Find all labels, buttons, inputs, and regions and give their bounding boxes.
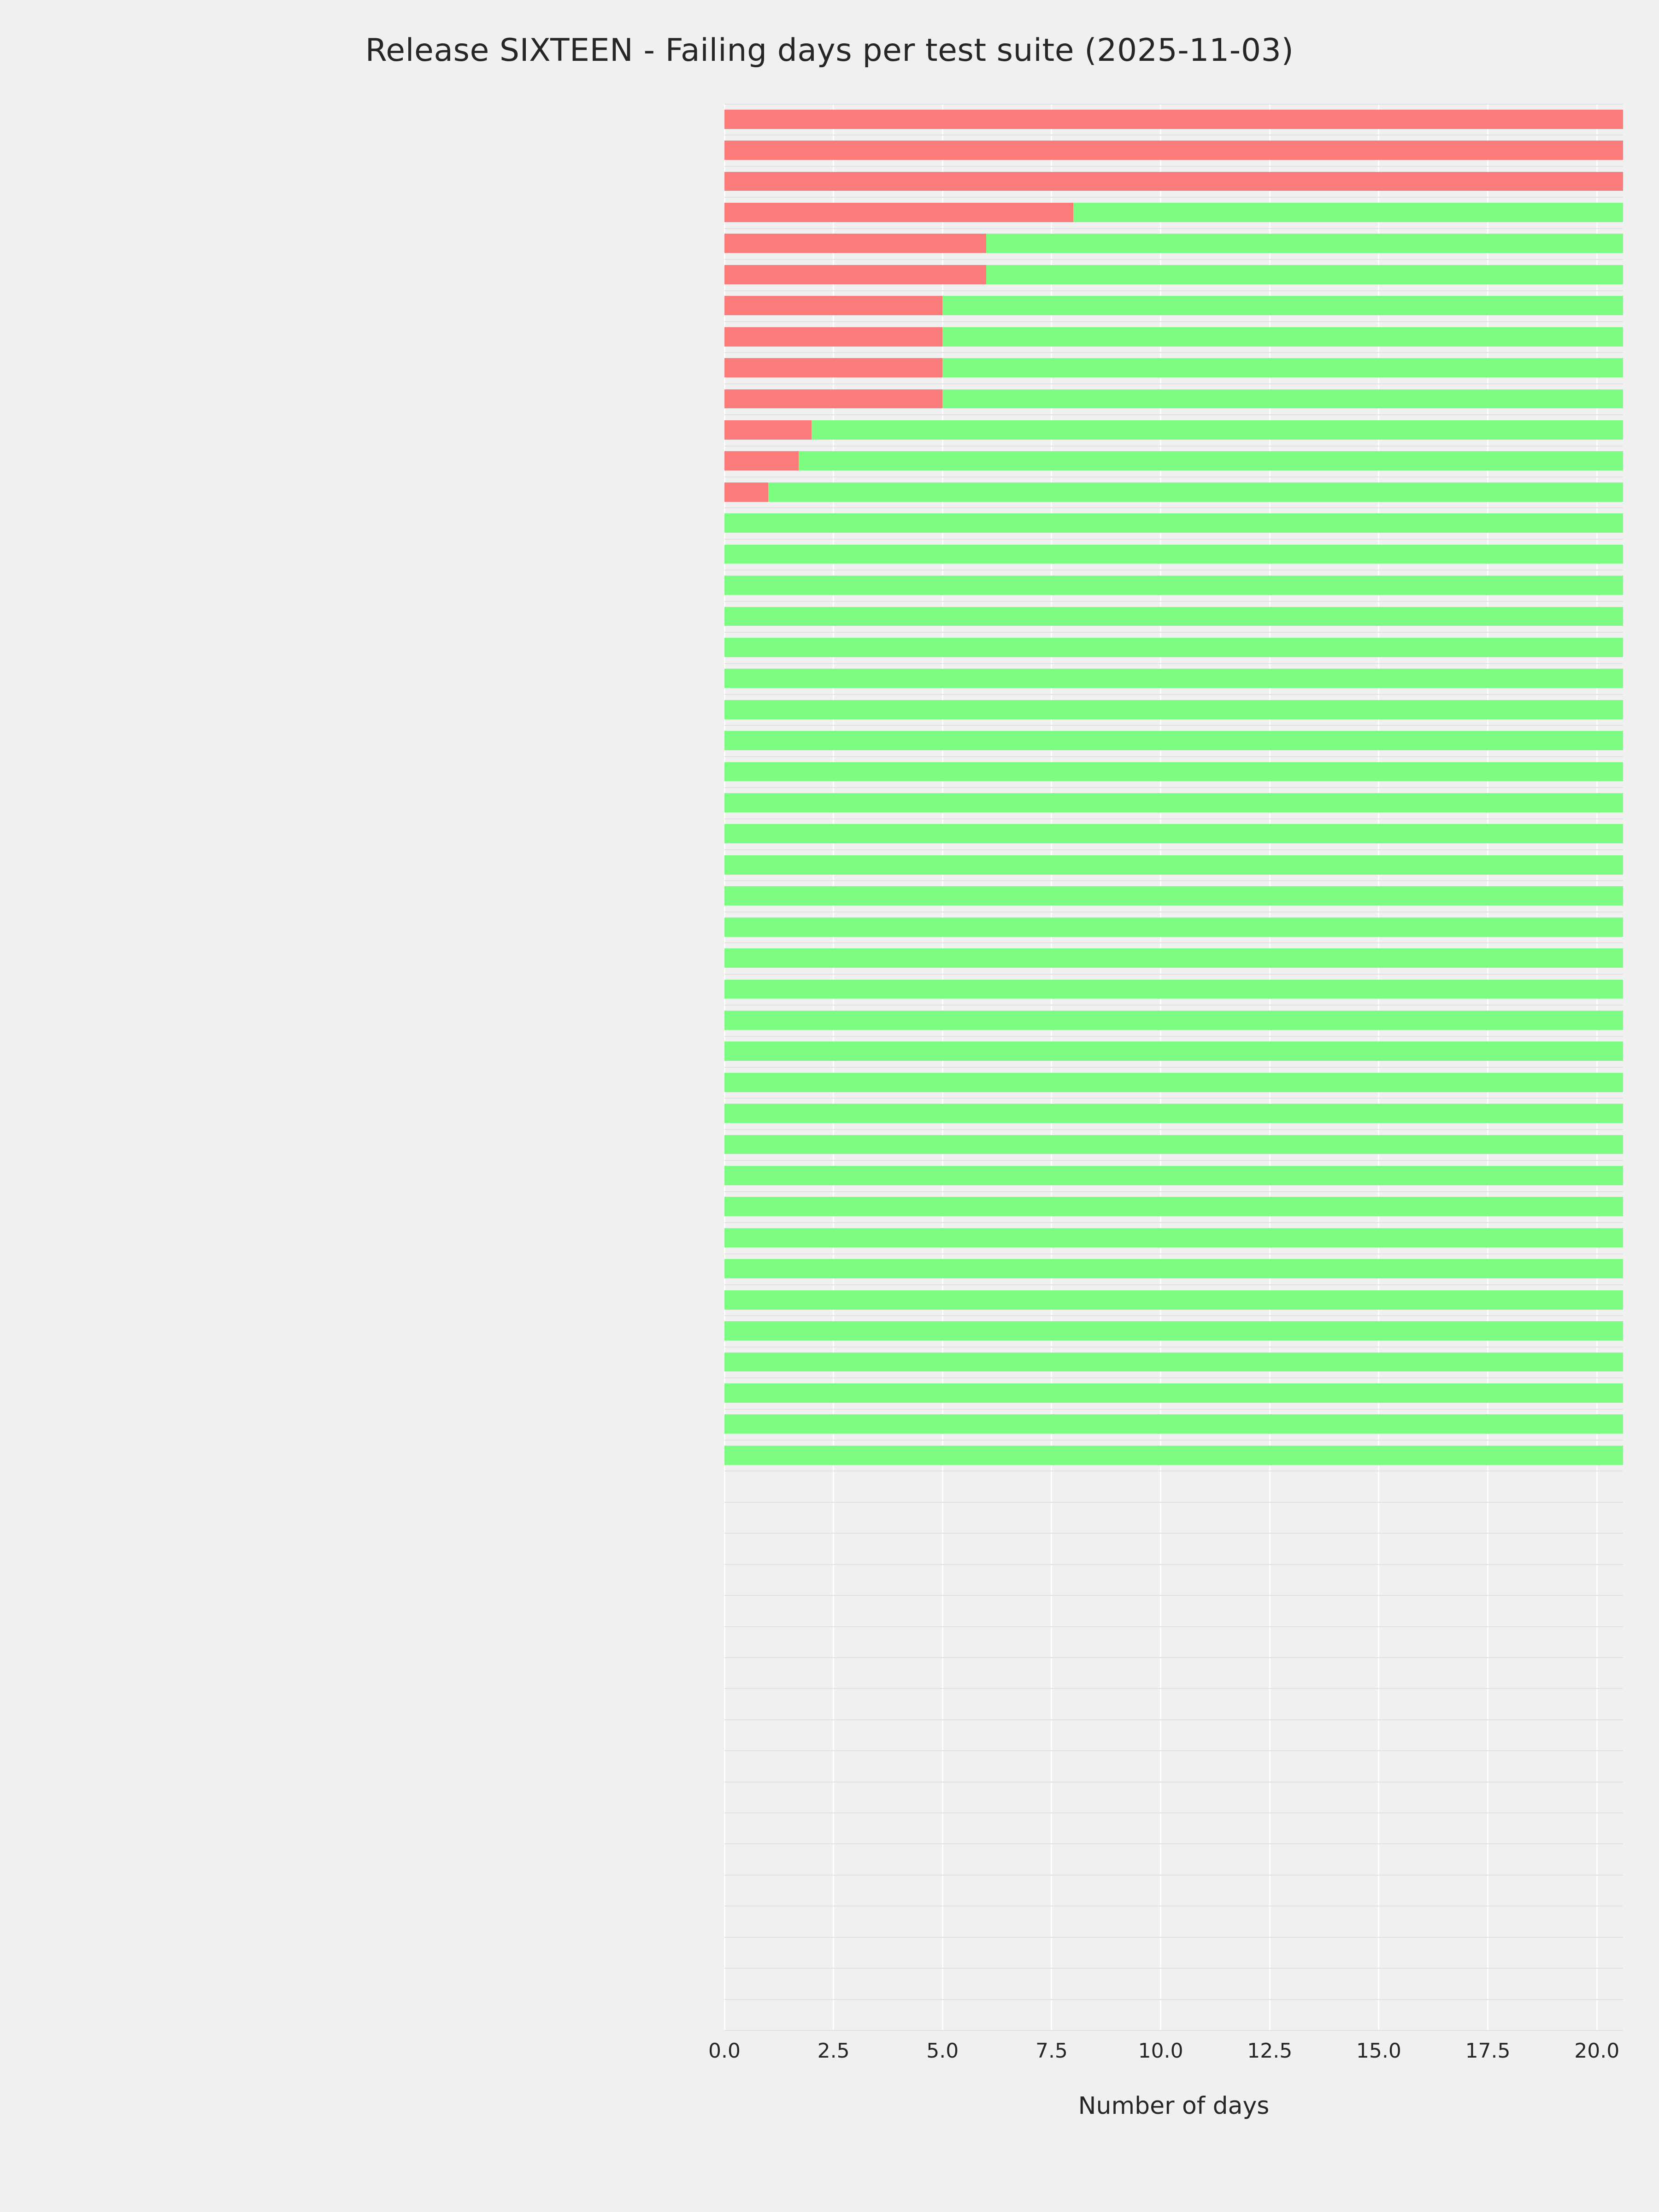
x-tick-label: 5.0: [926, 2039, 959, 2063]
x-tick-label: 20.0: [1574, 2039, 1620, 2063]
gridline-horizontal: [724, 1564, 1623, 1565]
bar-row: [724, 948, 1623, 968]
bar-segment-pass: [724, 1228, 1623, 1247]
bar-segment-pass: [724, 793, 1623, 812]
bar-segment-fail: [724, 234, 986, 253]
bar-segment-pass: [724, 762, 1623, 782]
bar-row: [724, 1383, 1623, 1403]
bar-segment-pass: [724, 731, 1623, 750]
gridline-horizontal: [724, 1782, 1623, 1783]
gridline-horizontal: [724, 1409, 1623, 1410]
bar-segment-pass: [724, 513, 1623, 533]
gridline-horizontal: [724, 1657, 1623, 1658]
gridline-horizontal: [724, 1937, 1623, 1938]
bar-segment-fail: [724, 451, 799, 471]
gridline-horizontal: [724, 1812, 1623, 1813]
gridline-horizontal: [724, 1502, 1623, 1503]
gridline-horizontal: [724, 321, 1623, 322]
bar-row: [724, 1166, 1623, 1185]
bar-segment-fail: [724, 203, 1073, 222]
bar-row: [724, 731, 1623, 750]
bar-segment-pass: [724, 669, 1623, 688]
bar-row: [724, 1011, 1623, 1030]
gridline-horizontal: [724, 1968, 1623, 1969]
bar-row: [724, 1321, 1623, 1341]
gridline-horizontal: [724, 1253, 1623, 1254]
bar-row: [724, 203, 1623, 222]
bar-segment-pass: [724, 1041, 1623, 1061]
chart-title: Release SIXTEEN - Failing days per test suite (2025-11-03): [365, 32, 1294, 69]
gridline-horizontal: [724, 1440, 1623, 1441]
gridline-horizontal: [724, 1129, 1623, 1130]
gridline-horizontal: [724, 1999, 1623, 2000]
bar-segment-pass: [724, 1259, 1623, 1278]
bar-row: [724, 1197, 1623, 1216]
x-tick-label: 2.5: [817, 2039, 850, 2063]
plot-area: [724, 104, 1623, 2030]
bar-row: [724, 886, 1623, 906]
gridline-horizontal: [724, 1626, 1623, 1627]
gridline-horizontal: [724, 756, 1623, 757]
bar-segment-fail: [724, 296, 942, 315]
gridline-horizontal: [724, 570, 1623, 571]
bar-segment-pass: [724, 855, 1623, 875]
bar-row: [724, 172, 1623, 191]
gridline-horizontal: [724, 1191, 1623, 1192]
bar-segment-pass: [724, 607, 1623, 626]
bar-row: [724, 607, 1623, 626]
gridline-horizontal: [724, 1688, 1623, 1689]
gridline-horizontal: [724, 1284, 1623, 1285]
bar-segment-fail: [724, 110, 1623, 129]
bar-row: [724, 327, 1623, 347]
gridline-horizontal: [724, 1875, 1623, 1876]
bar-segment-pass: [724, 824, 1623, 843]
gridline-horizontal: [724, 1533, 1623, 1534]
bar-row: [724, 576, 1623, 595]
bar-row: [724, 296, 1623, 315]
gridline-horizontal: [724, 1067, 1623, 1068]
bar-row: [724, 918, 1623, 937]
bar-segment-pass: [724, 451, 1623, 471]
bar-row: [724, 700, 1623, 719]
gridline-horizontal: [724, 259, 1623, 260]
gridline-horizontal: [724, 383, 1623, 384]
bar-segment-pass: [724, 1383, 1623, 1403]
bar-row: [724, 1446, 1623, 1465]
x-tick-label: 17.5: [1465, 2039, 1511, 2063]
gridline-horizontal: [724, 601, 1623, 602]
bar-row: [724, 980, 1623, 999]
bar-row: [724, 234, 1623, 253]
bar-row: [724, 638, 1623, 657]
bar-segment-pass: [724, 1446, 1623, 1465]
bar-row: [724, 855, 1623, 875]
bar-row: [724, 265, 1623, 284]
bar-row: [724, 358, 1623, 377]
bar-segment-pass: [724, 1166, 1623, 1185]
x-tick-label: 10.0: [1138, 2039, 1183, 2063]
bar-row: [724, 1228, 1623, 1247]
bar-segment-pass: [724, 1011, 1623, 1030]
bar-row: [724, 482, 1623, 502]
gridline-horizontal: [724, 352, 1623, 353]
bar-segment-fail: [724, 420, 812, 440]
bar-segment-pass: [724, 576, 1623, 595]
bar-segment-pass: [724, 1414, 1623, 1434]
bar-row: [724, 545, 1623, 564]
bar-segment-fail: [724, 265, 986, 284]
gridline-horizontal: [724, 446, 1623, 447]
bar-segment-pass: [724, 1104, 1623, 1123]
gridline-horizontal: [724, 1222, 1623, 1223]
bar-row: [724, 420, 1623, 440]
x-tick-label: 7.5: [1035, 2039, 1068, 2063]
bar-segment-pass: [724, 420, 1623, 440]
bar-row: [724, 1353, 1623, 1372]
gridline-horizontal: [724, 539, 1623, 540]
bar-segment-pass: [724, 918, 1623, 937]
bar-row: [724, 1041, 1623, 1061]
bar-row: [724, 669, 1623, 688]
gridline-horizontal: [724, 632, 1623, 633]
x-tick-label: 15.0: [1356, 2039, 1401, 2063]
gridline-horizontal: [724, 1750, 1623, 1751]
bar-segment-pass: [724, 1321, 1623, 1341]
gridline-horizontal: [724, 104, 1623, 105]
gridline-horizontal: [724, 1036, 1623, 1037]
bar-row: [724, 1073, 1623, 1092]
gridline-horizontal: [724, 414, 1623, 415]
gridline-horizontal: [724, 880, 1623, 881]
gridline-horizontal: [724, 787, 1623, 788]
bar-segment-pass: [724, 980, 1623, 999]
bar-segment-pass: [724, 638, 1623, 657]
bar-segment-pass: [724, 886, 1623, 906]
bar-segment-fail: [724, 389, 942, 409]
bar-segment-pass: [724, 948, 1623, 968]
bar-row: [724, 1259, 1623, 1278]
x-tick-label: 0.0: [708, 2039, 741, 2063]
gridline-horizontal: [724, 1595, 1623, 1596]
gridline-horizontal: [724, 290, 1623, 291]
bar-segment-pass: [724, 482, 1623, 502]
gridline-horizontal: [724, 694, 1623, 695]
gridline-horizontal: [724, 725, 1623, 726]
gridline-horizontal: [724, 1719, 1623, 1720]
bar-row: [724, 824, 1623, 843]
bar-row: [724, 513, 1623, 533]
bar-segment-fail: [724, 172, 1623, 191]
bar-segment-pass: [724, 545, 1623, 564]
bar-segment-pass: [724, 1290, 1623, 1310]
bar-row: [724, 1135, 1623, 1154]
gridline-horizontal: [724, 942, 1623, 943]
bar-row: [724, 451, 1623, 471]
gridline-horizontal: [724, 1005, 1623, 1006]
bar-row: [724, 1290, 1623, 1310]
bar-row: [724, 1104, 1623, 1123]
x-axis-label: Number of days: [1078, 2092, 1270, 2120]
bar-segment-fail: [724, 358, 942, 377]
gridline-horizontal: [724, 166, 1623, 167]
bar-row: [724, 1414, 1623, 1434]
bar-row: [724, 793, 1623, 812]
gridline-horizontal: [724, 974, 1623, 975]
gridline-horizontal: [724, 507, 1623, 508]
gridline-horizontal: [724, 849, 1623, 850]
gridline-horizontal: [724, 1098, 1623, 1099]
bar-row: [724, 141, 1623, 160]
gridline-horizontal: [724, 228, 1623, 229]
gridline-horizontal: [724, 1160, 1623, 1161]
gridline-horizontal: [724, 2030, 1623, 2031]
bar-row: [724, 110, 1623, 129]
gridline-horizontal: [724, 1315, 1623, 1316]
gridline-horizontal: [724, 818, 1623, 819]
bar-segment-pass: [724, 1073, 1623, 1092]
bar-segment-pass: [724, 700, 1623, 719]
bar-segment-pass: [724, 1135, 1623, 1154]
bar-segment-fail: [724, 482, 768, 502]
bar-row: [724, 762, 1623, 782]
bar-segment-pass: [724, 1353, 1623, 1372]
gridline-horizontal: [724, 663, 1623, 664]
gridline-horizontal: [724, 197, 1623, 198]
bar-row: [724, 389, 1623, 409]
gridline-horizontal: [724, 1377, 1623, 1378]
gridline-horizontal: [724, 1843, 1623, 1844]
bar-segment-fail: [724, 141, 1623, 160]
bar-segment-fail: [724, 327, 942, 347]
bar-segment-pass: [724, 1197, 1623, 1216]
x-tick-label: 12.5: [1247, 2039, 1293, 2063]
